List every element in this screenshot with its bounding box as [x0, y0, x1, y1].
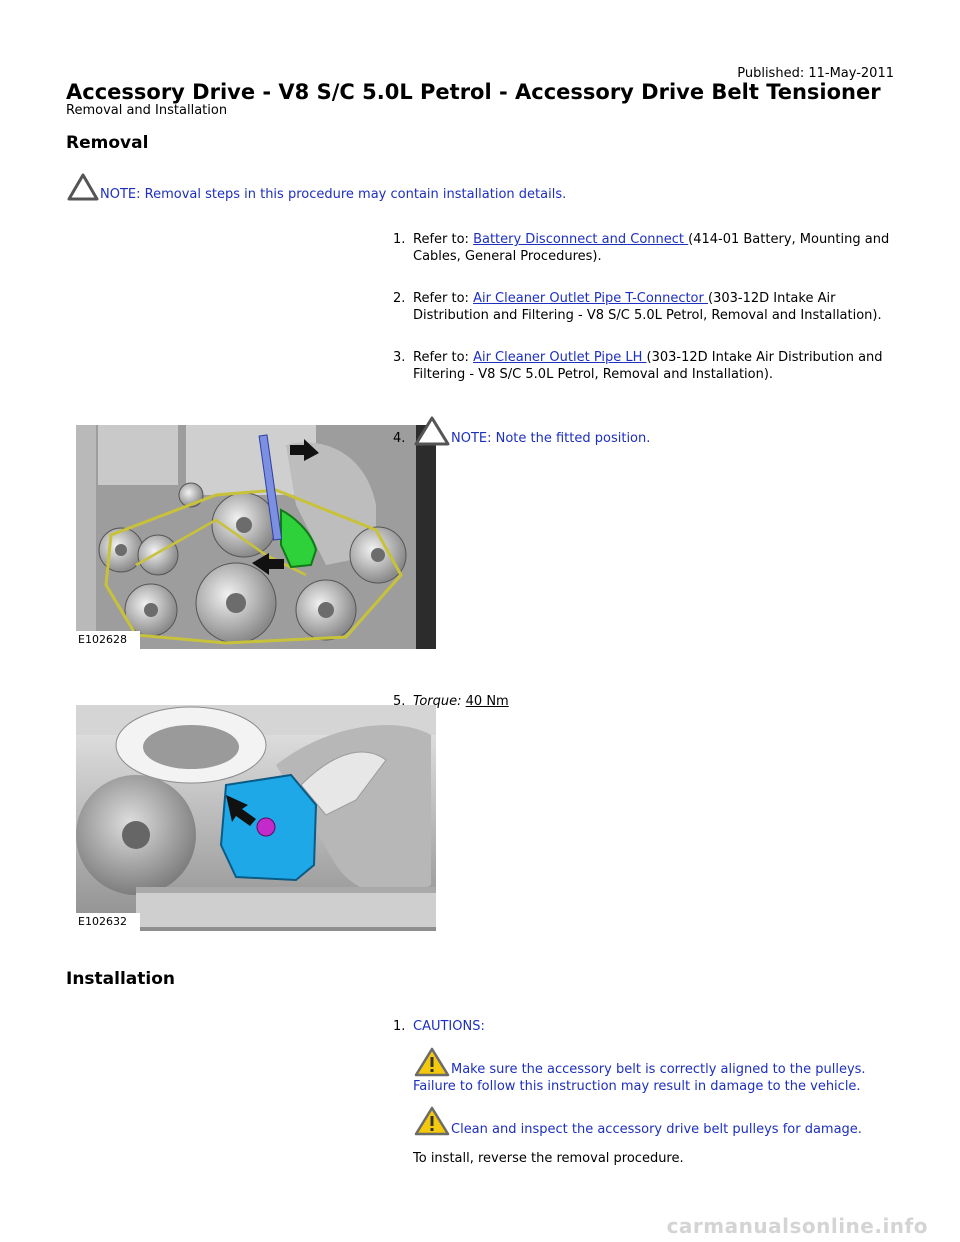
caution-1 [413, 1046, 893, 1095]
page-subtitle: Removal and Installation [66, 103, 228, 118]
air-cleaner-t-connector-link[interactable]: Air Cleaner Outlet Pipe T-Connector [473, 291, 708, 306]
published-date: Published: 11-May-2011 [737, 66, 894, 81]
removal-step-5 [393, 693, 893, 710]
caution-icon [413, 1105, 451, 1137]
page-title: Accessory Drive - V8 S/C 5.0L Petrol - Accessory Drive Belt Tensioner [66, 80, 881, 104]
caution-1-line-2: Failure to follow this instruction may result in damage to the vehicle. [413, 1079, 861, 1094]
cautions-label: CAUTIONS: [413, 1019, 485, 1034]
engine-belt-illustration [76, 425, 436, 649]
air-cleaner-lh-link[interactable]: Air Cleaner Outlet Pipe LH [473, 350, 647, 365]
removal-step-1 [393, 231, 893, 265]
install-instruction: To install, reverse the removal procedure. [413, 1151, 684, 1166]
footer [0, 1216, 960, 1242]
reference-text: (303-12D Intake Air Distribution and Filtering - V8 S/C 5.0L Petrol, Removal and Installation). [413, 350, 883, 382]
fitted-position-note: NOTE: Note the fitted position. [451, 431, 651, 446]
battery-disconnect-link[interactable]: Battery Disconnect and Connect [473, 232, 689, 247]
step-number: 1. [393, 232, 406, 247]
step-number: 1. [393, 1019, 406, 1034]
removal-note-text: NOTE: Removal steps in this procedure may contain installation details. [100, 187, 567, 202]
tensioner-closeup-illustration [76, 705, 436, 931]
caution-1-line-1: Make sure the accessory belt is correctly aligned to the pulleys. [451, 1062, 866, 1077]
torque-value-link[interactable]: 40 Nm [465, 694, 509, 709]
figure-e102632 [76, 705, 436, 931]
torque-label: Torque: [413, 694, 462, 709]
step-number: 2. [393, 291, 406, 306]
reference-text: (303-12D Intake Air Distribution and Filtering - V8 S/C 5.0L Petrol, Removal and Installation). [413, 291, 882, 323]
refer-to-label: Refer to: [413, 232, 474, 247]
caution-2 [413, 1105, 862, 1137]
refer-to-label: Refer to: [413, 291, 474, 306]
installation-heading: Installation [66, 969, 176, 989]
caution-2-text: Clean and inspect the accessory drive belt pulleys for damage. [451, 1122, 862, 1137]
note-icon [413, 415, 451, 447]
figure-label: E102628 [76, 631, 140, 649]
note-icon [66, 172, 100, 202]
removal-heading: Removal [66, 133, 149, 153]
step-number: 5. [393, 694, 406, 709]
figure-label: E102632 [76, 913, 140, 931]
figure-e102628 [76, 425, 436, 649]
removal-step-4 [393, 415, 893, 447]
caution-icon [413, 1046, 451, 1078]
removal-step-2 [393, 290, 893, 324]
removal-note [66, 172, 566, 202]
step-number: 4. [393, 431, 406, 446]
reference-text: (414-01 Battery, Mounting and Cables, General Procedures). [413, 232, 890, 264]
removal-step-3 [393, 349, 893, 383]
step-number: 3. [393, 350, 406, 365]
installation-step-1 [393, 1018, 893, 1035]
watermark: carmanualsonline.info [666, 1214, 928, 1238]
refer-to-label: Refer to: [413, 350, 474, 365]
